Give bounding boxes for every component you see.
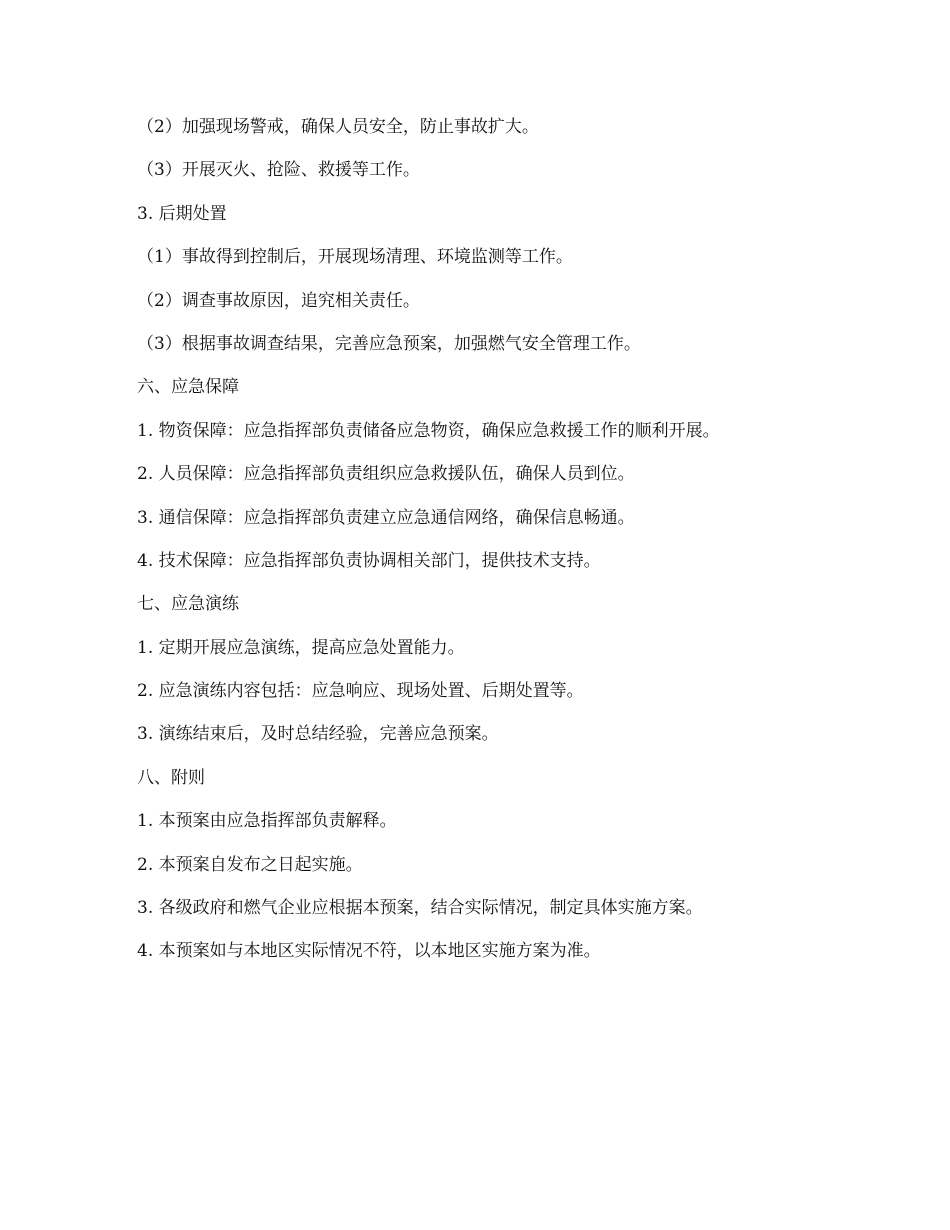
- subheading-aftermath: 3. 后期处置: [137, 203, 227, 224]
- paragraph-supplementary-4: 4. 本预案如与本地区实际情况不符，以本地区实施方案为准。: [137, 941, 601, 962]
- paragraph-aftermath-1: （1）事故得到控制后，开展现场清理、环境监测等工作。: [137, 247, 573, 268]
- paragraph-guarantee-4: 4. 技术保障：应急指挥部负责协调相关部门，提供技术支持。: [137, 550, 601, 571]
- paragraph-drill-3: 3. 演练结束后，及时总结经验，完善应急预案。: [137, 724, 499, 745]
- section-heading-drill: 七、应急演练: [137, 594, 239, 615]
- paragraph-supplementary-3: 3. 各级政府和燃气企业应根据本预案，结合实际情况，制定具体实施方案。: [137, 898, 703, 919]
- section-heading-guarantee: 六、应急保障: [137, 377, 239, 398]
- paragraph-supplementary-1: 1. 本预案由应急指挥部负责解释。: [137, 811, 397, 832]
- paragraph-supplementary-2: 2. 本预案自发布之日起实施。: [137, 854, 363, 875]
- paragraph-aftermath-3: （3）根据事故调查结果，完善应急预案，加强燃气安全管理工作。: [137, 333, 641, 354]
- section-heading-supplementary: 八、附则: [137, 767, 205, 788]
- document-body: [137, 106, 817, 974]
- paragraph-response-3: （3）开展灭火、抢险、救援等工作。: [137, 160, 420, 181]
- paragraph-response-2: （2）加强现场警戒，确保人员安全，防止事故扩大。: [137, 117, 539, 137]
- paragraph-guarantee-1: 1. 物资保障：应急指挥部负责储备应急物资，确保应急救援工作的顺利开展。: [137, 420, 720, 441]
- paragraph-drill-1: 1. 定期开展应急演练，提高应急处置能力。: [137, 637, 465, 658]
- paragraph-guarantee-2: 2. 人员保障：应急指挥部负责组织应急救援队伍，确保人员到位。: [137, 464, 635, 485]
- paragraph-guarantee-3: 3. 通信保障：应急指挥部负责建立应急通信网络，确保信息畅通。: [137, 507, 635, 528]
- paragraph-drill-2: 2. 应急演练内容包括：应急响应、现场处置、后期处置等。: [137, 681, 584, 702]
- paragraph-aftermath-2: （2）调查事故原因，追究相关责任。: [137, 290, 420, 311]
